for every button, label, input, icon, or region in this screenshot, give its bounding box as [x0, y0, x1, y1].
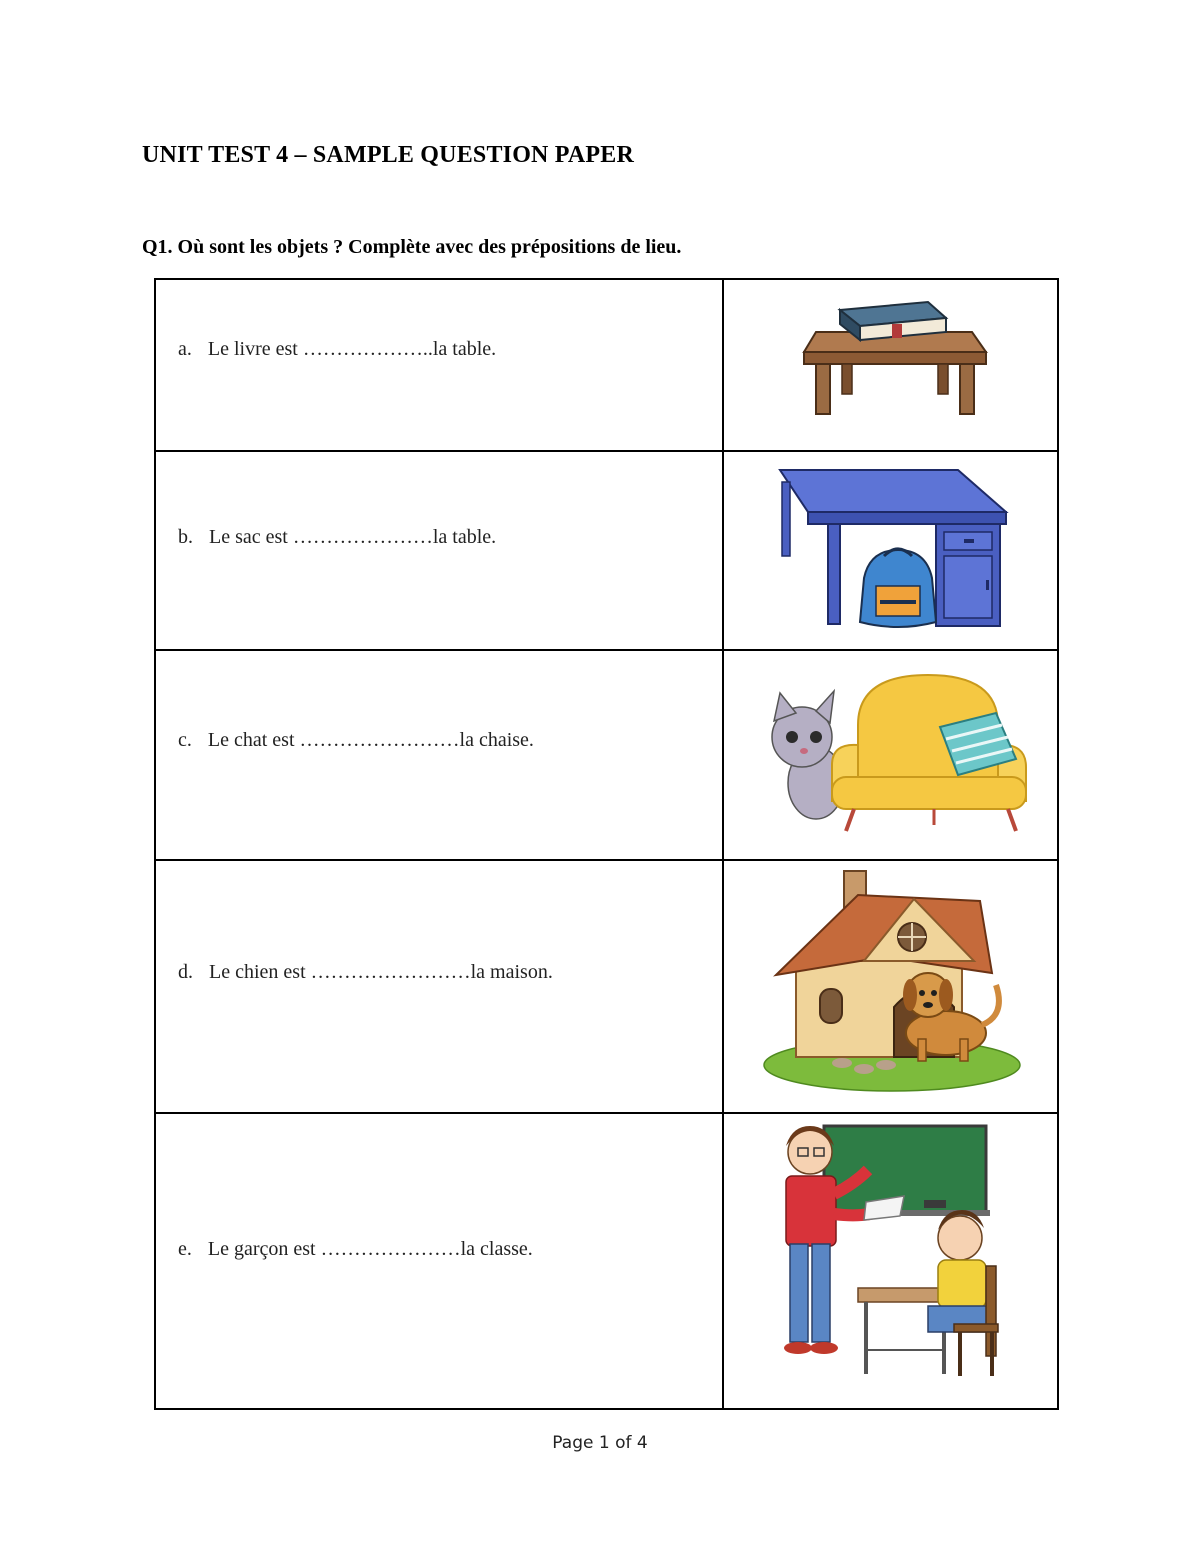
item-letter: e.	[178, 1238, 192, 1260]
item-letter: b.	[178, 526, 193, 548]
column-divider	[722, 278, 724, 1410]
item-sentence: Le garçon est …………………la classe.	[207, 1238, 533, 1260]
bag-under-desk-icon	[724, 460, 1059, 645]
page-number: Page 1 of 4	[552, 1433, 648, 1453]
page-title: UNIT TEST 4 – SAMPLE QUESTION PAPER	[142, 142, 635, 168]
sentence-cell	[178, 526, 496, 549]
dog-in-front-of-house-icon	[724, 865, 1059, 1100]
cat-behind-armchair-icon	[724, 665, 1059, 845]
table-row	[154, 278, 1059, 450]
sentence-cell	[178, 1238, 533, 1261]
sentence-cell	[178, 338, 496, 361]
table-row	[154, 649, 1059, 859]
item-sentence: Le sac est …………………la table.	[209, 526, 497, 548]
table-row	[154, 1112, 1059, 1410]
item-sentence: Le chat est ……………………la chaise.	[207, 729, 534, 751]
table-row	[154, 859, 1059, 1112]
boy-in-classroom-icon	[724, 1116, 1059, 1406]
table-row	[154, 450, 1059, 649]
item-sentence: Le livre est ………………..la table.	[207, 338, 497, 360]
item-letter: d.	[178, 961, 193, 983]
item-letter: c.	[178, 729, 192, 751]
exercise-table	[154, 278, 1059, 1410]
question-heading: Q1. Où sont les objets ? Complète avec des prépositions de lieu.	[142, 236, 682, 258]
book-on-table-icon	[724, 288, 1059, 438]
item-sentence: Le chien est ……………………la maison.	[209, 961, 553, 983]
item-letter: a.	[178, 338, 192, 360]
sentence-cell	[178, 729, 534, 752]
sentence-cell	[178, 961, 553, 984]
